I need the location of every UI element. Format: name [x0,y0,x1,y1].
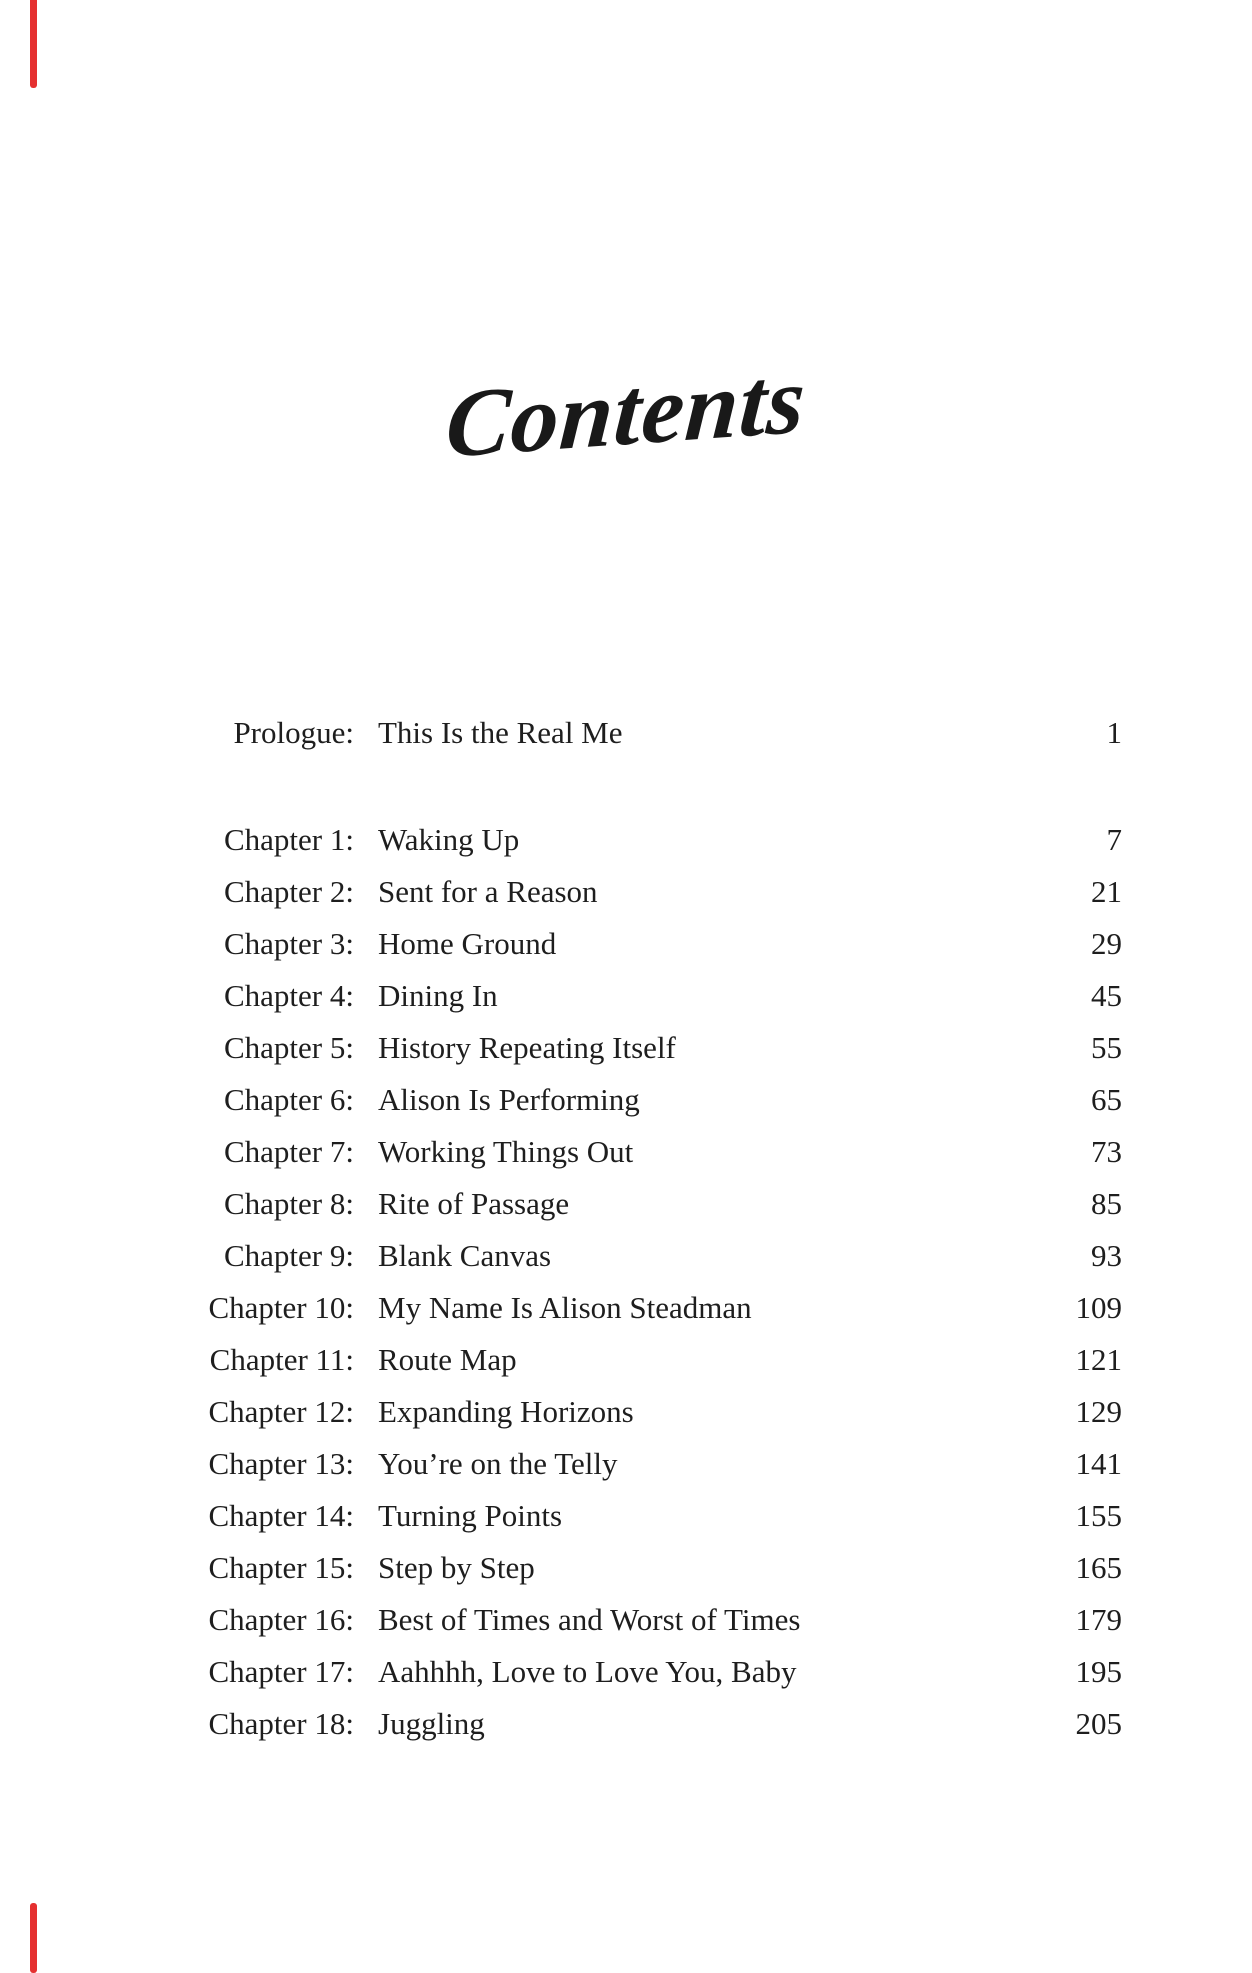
chapter-page-number: 65 [1091,1082,1122,1117]
chapter-label: Chapter 12: [208,1394,354,1429]
toc-row [140,1074,1122,1126]
chapter-label: Chapter 4: [224,978,354,1013]
toc-row [140,1386,1122,1438]
chapter-title: Step by Step [378,1550,535,1585]
toc-row [140,1542,1122,1594]
chapter-page-number: 165 [1075,1550,1122,1585]
chapter-page-number: 121 [1075,1342,1122,1377]
chapter-page-number: 155 [1075,1498,1122,1533]
chapter-label: Chapter 5: [224,1030,354,1065]
toc-row [140,1438,1122,1490]
toc-row [140,970,1122,1022]
chapter-page-number: 55 [1091,1030,1122,1065]
page-title: Contents [442,345,810,479]
chapter-label: Chapter 15: [208,1550,354,1585]
chapter-page-number: 205 [1075,1706,1122,1741]
chapter-title: Route Map [378,1342,517,1377]
chapter-label: Chapter 6: [224,1082,354,1117]
chapter-page-number: 7 [1106,822,1122,857]
toc-row [140,1230,1122,1282]
toc-row [140,1490,1122,1542]
toc-row [140,918,1122,970]
chapter-page-number: 141 [1075,1446,1122,1481]
chapter-page-number: 179 [1075,1602,1122,1637]
toc-row [140,1022,1122,1074]
chapter-title: Turning Points [378,1498,563,1533]
chapter-title: My Name Is Alison Steadman [378,1290,752,1325]
chapter-page-number: 73 [1091,1134,1122,1169]
chapter-title: You’re on the Telly [378,1446,618,1481]
toc-row [140,1282,1122,1334]
chapter-label: Chapter 1: [224,822,354,857]
chapter-label: Chapter 9: [224,1238,354,1273]
chapter-title: Juggling [378,1706,485,1741]
chapter-label: Chapter 13: [208,1446,354,1481]
chapter-title: Expanding Horizons [378,1394,634,1429]
chapter-label: Chapter 7: [224,1134,354,1169]
chapter-page-number: 1 [1106,715,1122,750]
chapter-page-number: 93 [1091,1238,1122,1273]
chapter-title: Waking Up [378,822,520,857]
chapter-title: Sent for a Reason [378,874,598,909]
chapter-title: Rite of Passage [378,1186,570,1221]
toc-row [140,1594,1122,1646]
chapter-page-number: 45 [1091,978,1122,1013]
toc-row [140,814,1122,866]
chapter-title: Best of Times and Worst of Times [378,1602,801,1637]
toc-section-gap [140,759,1122,814]
toc-row [140,1126,1122,1178]
scan-mark-bottom [30,1903,37,1973]
toc-row [140,1178,1122,1230]
toc-row [140,1698,1122,1750]
table-of-contents [140,707,1122,1750]
toc-row [140,866,1122,918]
chapter-page-number: 195 [1075,1654,1122,1689]
chapter-title: This Is the Real Me [378,715,623,750]
scan-mark-top [30,0,37,88]
chapter-page-number: 129 [1075,1394,1122,1429]
chapter-title: Working Things Out [378,1134,634,1169]
chapter-page-number: 29 [1091,926,1122,961]
chapter-title: Home Ground [378,926,557,961]
chapter-label: Chapter 11: [209,1342,354,1377]
chapter-title: Blank Canvas [378,1238,552,1273]
chapter-page-number: 85 [1091,1186,1122,1221]
chapter-label: Prologue: [233,715,354,750]
toc-row-prologue [140,707,1122,759]
chapter-title: Aahhhh, Love to Love You, Baby [378,1654,797,1689]
chapter-label: Chapter 17: [208,1654,354,1689]
chapter-label: Chapter 3: [224,926,354,961]
chapter-title: History Repeating Itself [378,1030,676,1065]
toc-row [140,1646,1122,1698]
chapter-title: Dining In [378,978,498,1013]
chapter-label: Chapter 18: [208,1706,354,1741]
chapter-label: Chapter 10: [208,1290,354,1325]
chapter-label: Chapter 14: [208,1498,354,1533]
chapter-page-number: 21 [1091,874,1122,909]
chapter-label: Chapter 2: [224,874,354,909]
chapter-title: Alison Is Performing [378,1082,640,1117]
chapter-label: Chapter 8: [224,1186,354,1221]
chapter-label: Chapter 16: [208,1602,354,1637]
chapter-page-number: 109 [1075,1290,1122,1325]
toc-row [140,1334,1122,1386]
